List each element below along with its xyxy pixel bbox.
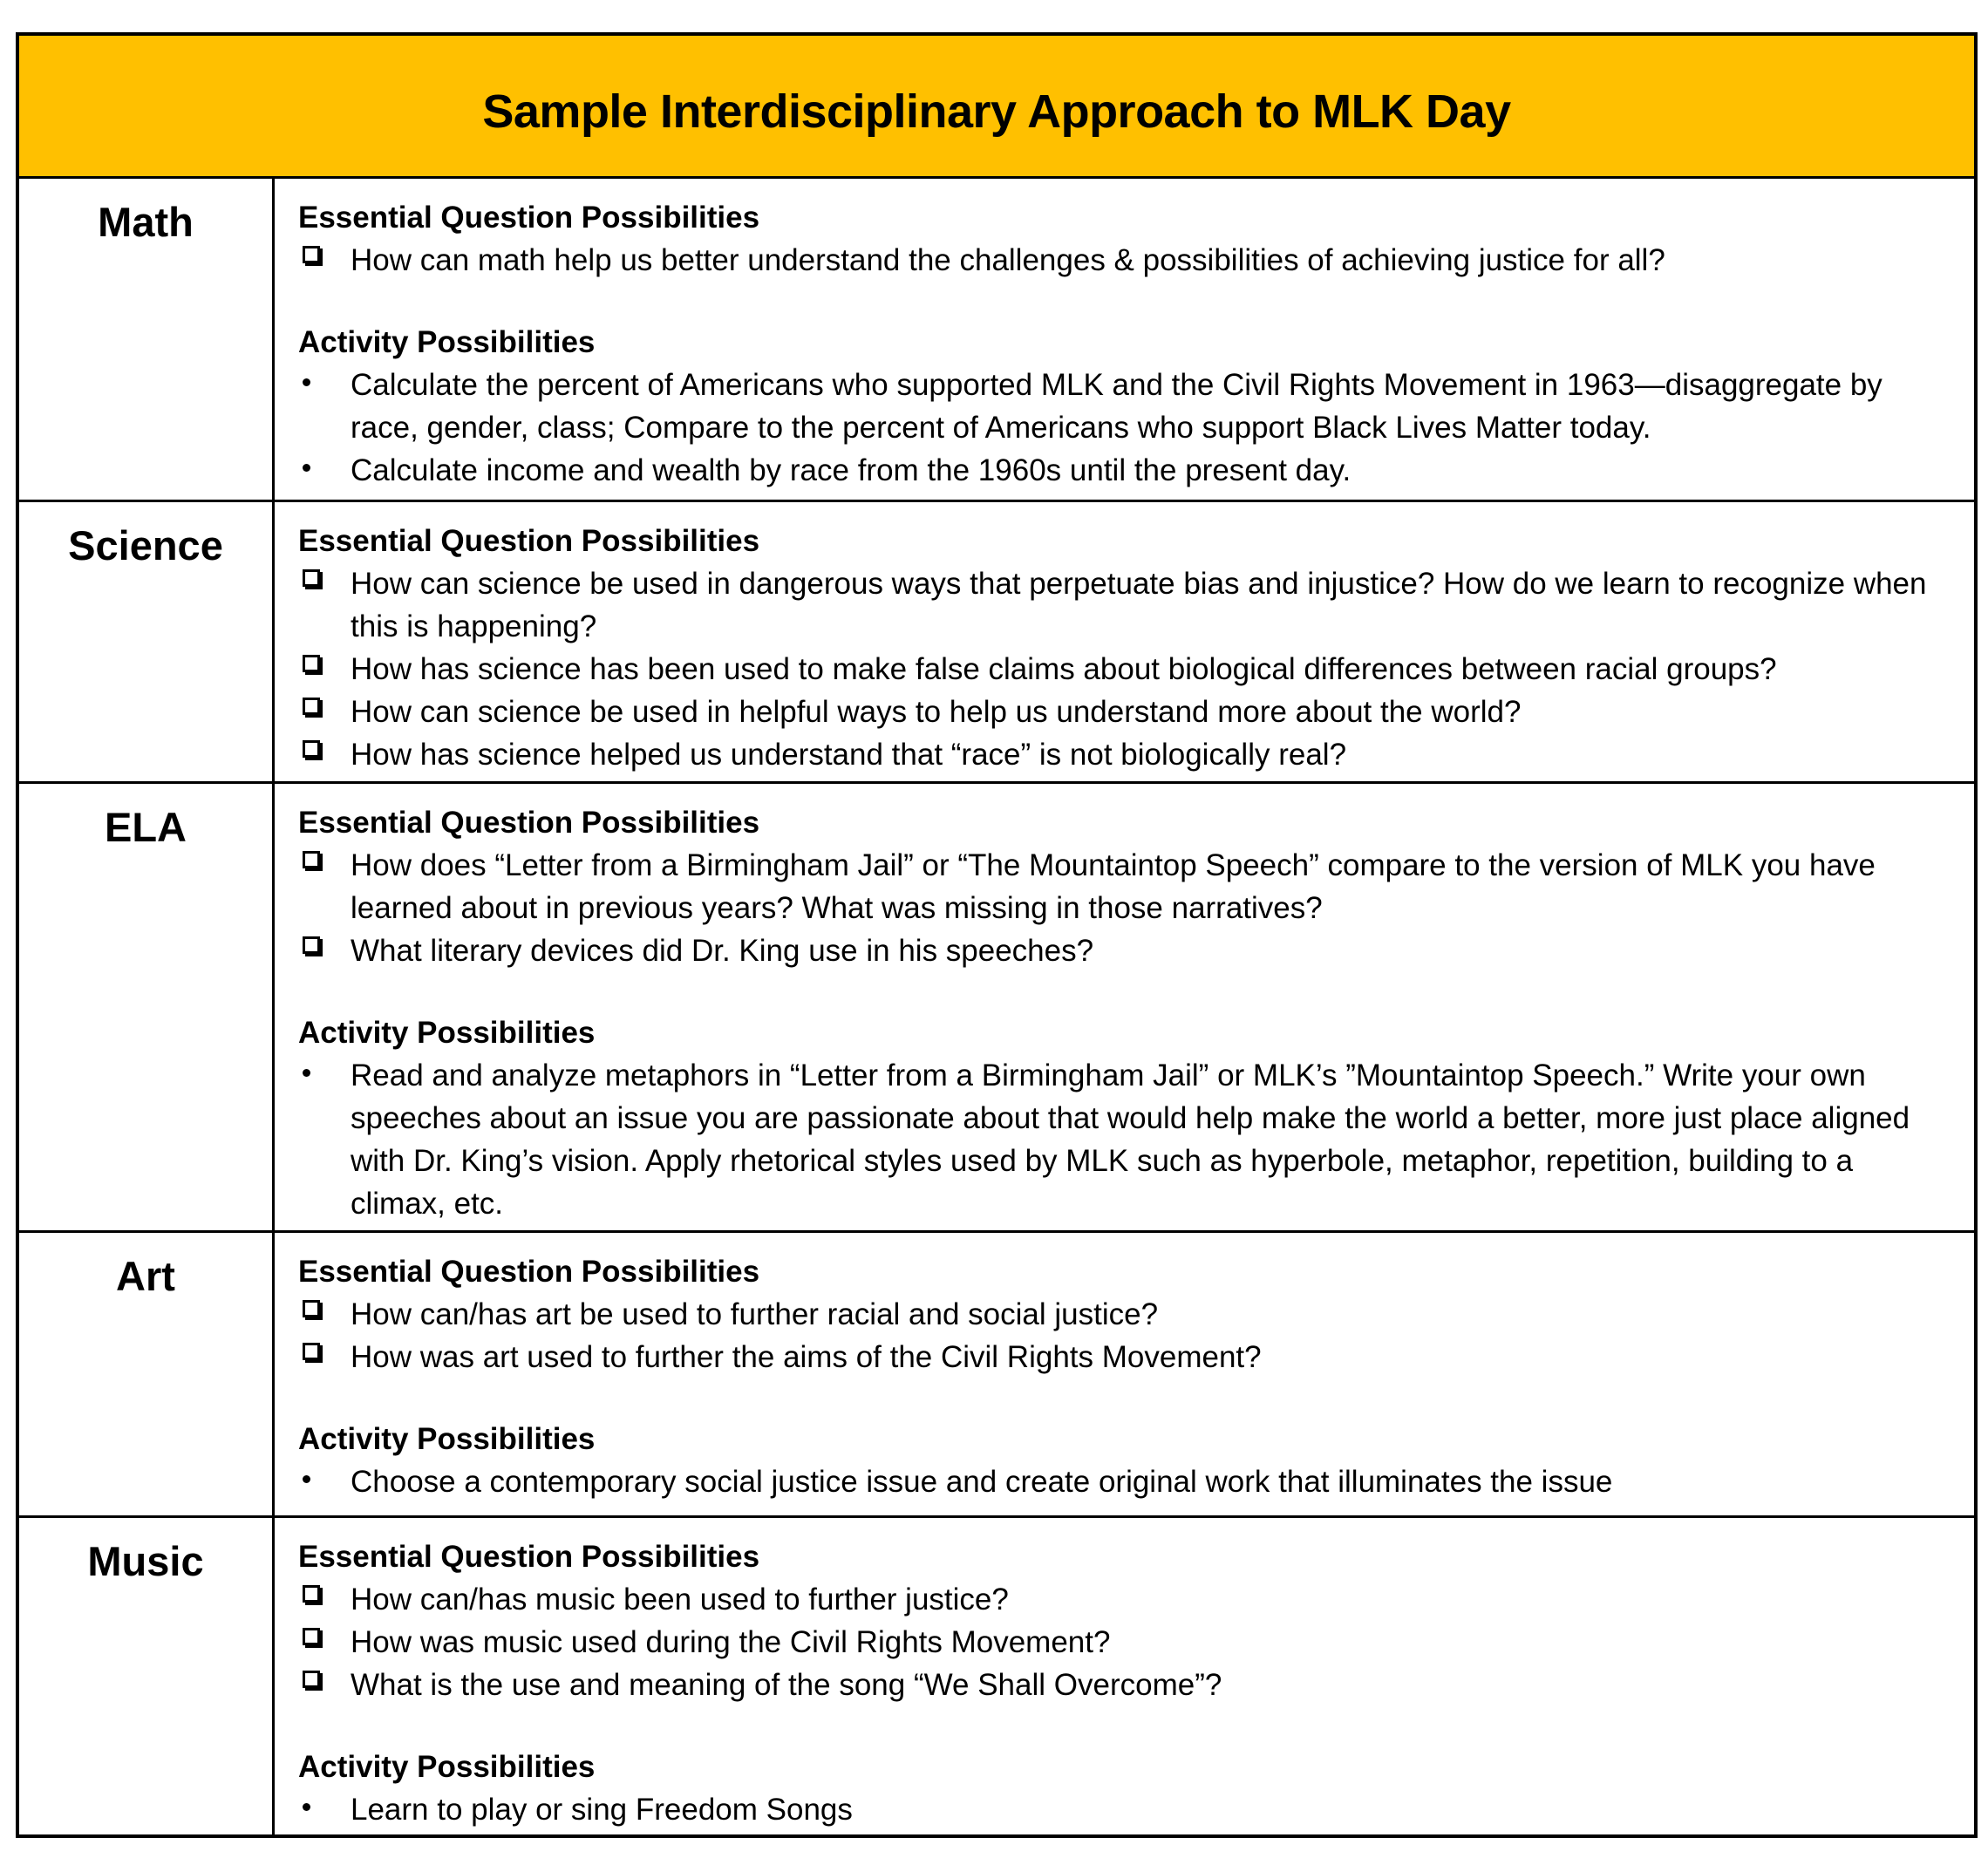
checkbox-square-icon	[303, 1671, 320, 1688]
question-item: How was art used to further the aims of the Civil Rights Movement?	[298, 1336, 1955, 1378]
bullet-icon	[303, 1475, 310, 1483]
row-science	[19, 502, 1974, 784]
row-content-music	[298, 1535, 1955, 1831]
checkbox-square-icon	[303, 1585, 320, 1603]
question-item: How has science has been used to make false claims about biological differences between racial groups?	[298, 648, 1955, 691]
question-item: How has science helped us understand that “race” is not biologically real?	[298, 733, 1955, 776]
essential-questions-list	[298, 1293, 1955, 1378]
row-math	[19, 179, 1974, 502]
checkbox-square-icon	[303, 698, 320, 715]
question-item: How can science be used in helpful ways to help us understand more about the world?	[298, 691, 1955, 733]
question-item: What literary devices did Dr. King use in his speeches?	[298, 929, 1955, 972]
bullet-icon	[303, 378, 310, 386]
subject-label-ela: ELA	[105, 804, 187, 850]
row-art	[19, 1233, 1974, 1518]
row-ela	[19, 784, 1974, 1233]
essential-questions-label: Essential Question Possibilities	[298, 201, 760, 235]
question-item: How can science be used in dangerous ways that perpetuate bias and injustice? How do we learn to recognize when this is happening?	[298, 562, 1955, 648]
checkbox-square-icon	[303, 1628, 320, 1645]
activity-label: Activity Possibilities	[298, 1422, 596, 1456]
essential-questions-list	[298, 562, 1955, 776]
checkbox-square-icon	[303, 246, 320, 263]
bullet-icon	[303, 1069, 310, 1077]
checkbox-square-icon	[303, 936, 320, 954]
activity-label: Activity Possibilities	[298, 1750, 596, 1784]
activity-item: Calculate the percent of Americans who supported MLK and the Civil Rights Movement in 1963—disaggregate by race, gender, class; Compare to the percent of Americans who support Black Lives Matter today.	[298, 364, 1955, 449]
question-item: What is the use and meaning of the song “We Shall Overcome”?	[298, 1664, 1955, 1706]
row-content-science	[298, 520, 1955, 776]
row-content-art	[298, 1250, 1955, 1503]
page-title: Sample Interdisciplinary Approach to MLK Day	[482, 85, 1511, 138]
table-header	[19, 36, 1974, 179]
activities-list	[298, 1460, 1955, 1503]
checkbox-square-icon	[303, 655, 320, 672]
activities-list	[298, 1054, 1955, 1225]
activity-label: Activity Possibilities	[298, 325, 596, 359]
checkbox-square-icon	[303, 740, 320, 758]
essential-questions-label: Essential Question Possibilities	[298, 1540, 760, 1574]
bullet-icon	[303, 464, 310, 472]
checkbox-square-icon	[303, 569, 320, 587]
essential-questions-list	[298, 1578, 1955, 1706]
activities-list	[298, 1788, 1955, 1831]
subject-label-science: Science	[68, 522, 223, 568]
activity-item: Learn to play or sing Freedom Songs	[298, 1788, 1955, 1831]
question-item: How was music used during the Civil Rights Movement?	[298, 1621, 1955, 1664]
essential-questions-label: Essential Question Possibilities	[298, 1255, 760, 1289]
subject-label-music: Music	[87, 1538, 204, 1584]
essential-questions-label: Essential Question Possibilities	[298, 806, 760, 840]
activity-item: Read and analyze metaphors in “Letter from a Birmingham Jail” or MLK’s ”Mountaintop Speech.” Write your own speeches about an issue you are passionate about that would help make the world a better, more just place aligned with Dr. King’s vision. Apply rhetorical styles used by MLK such as hyperbole, metaphor, repetition, building to a climax, etc.	[298, 1054, 1955, 1225]
subject-label-art: Art	[116, 1253, 175, 1299]
activity-item: Calculate income and wealth by race from the 1960s until the present day.	[298, 449, 1955, 492]
activities-list	[298, 364, 1955, 492]
question-item: How can/has music been used to further justice?	[298, 1578, 1955, 1621]
checkbox-square-icon	[303, 851, 320, 868]
subject-label-math: Math	[98, 199, 194, 245]
question-item: How does “Letter from a Birmingham Jail” or “The Mountaintop Speech” compare to the version of MLK you have learned about in previous years? What was missing in those narratives?	[298, 844, 1955, 929]
lesson-table	[16, 32, 1978, 1838]
row-content-math	[298, 196, 1955, 492]
checkbox-square-icon	[303, 1300, 320, 1317]
essential-questions-list	[298, 239, 1955, 282]
checkbox-square-icon	[303, 1343, 320, 1360]
question-item: How can math help us better understand the challenges & possibilities of achieving justice for all?	[298, 239, 1955, 282]
row-music	[19, 1518, 1974, 1838]
essential-questions-label: Essential Question Possibilities	[298, 524, 760, 558]
activity-item: Choose a contemporary social justice issue and create original work that illuminates the issue	[298, 1460, 1955, 1503]
essential-questions-list	[298, 844, 1955, 972]
bullet-icon	[303, 1803, 310, 1811]
activity-label: Activity Possibilities	[298, 1016, 596, 1050]
row-content-ela	[298, 801, 1955, 1225]
question-item: How can/has art be used to further racial and social justice?	[298, 1293, 1955, 1336]
